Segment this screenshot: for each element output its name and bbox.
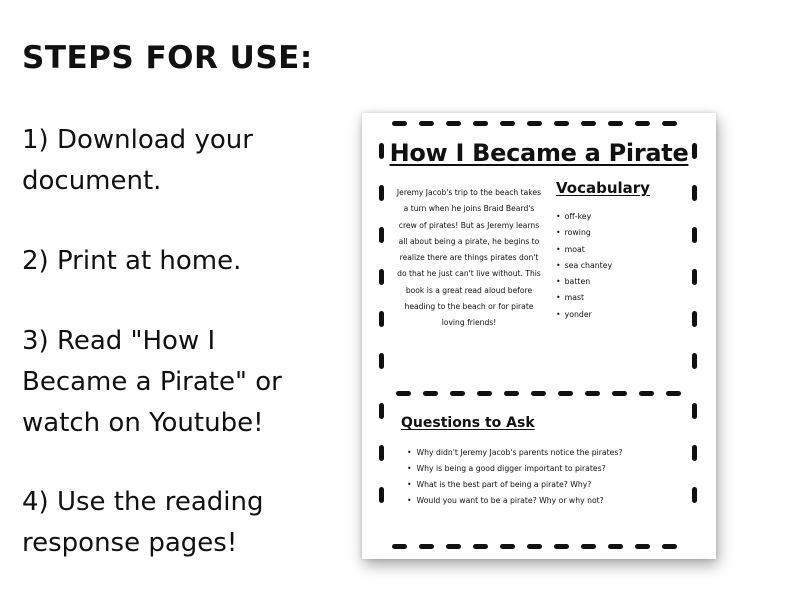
- vocabulary-heading: Vocabulary: [556, 179, 650, 197]
- vocabulary-list: [556, 209, 612, 323]
- border-bottom: [392, 544, 677, 549]
- vocabulary-word: • rowing: [556, 225, 612, 241]
- worksheet-page: [362, 113, 716, 559]
- book-summary: Jeremy Jacob's trip to the beach takes a turn when he joins Braid Beard's crew of pirates! But as Jeremy learns all about being a pirate, he begins to realize there are things pirates don't do that he just can't live without. This book is a great read aloud before heading to the beach or for pirate loving friends!: [396, 188, 542, 328]
- vocabulary-word: • sea chantey: [556, 258, 612, 274]
- vocabulary-word: • off-key: [556, 209, 612, 225]
- border-top: [392, 121, 677, 126]
- section-divider: [396, 391, 681, 396]
- vocabulary-word: • yonder: [556, 307, 612, 323]
- questions-list: [407, 445, 622, 509]
- questions-heading: Questions to Ask: [401, 415, 535, 431]
- worksheet-title: How I Became a Pirate: [389, 139, 689, 167]
- question-item: • What is the best part of being a pirate? Why?: [407, 477, 622, 493]
- step-print: 2) Print at home.: [22, 246, 242, 276]
- question-item: • Why is being a good digger important to pirates?: [407, 461, 622, 477]
- vocabulary-word: • mast: [556, 290, 612, 306]
- border-left: [379, 143, 384, 503]
- step-read: 3) Read "How I Became a Pirate" or watch on Youtube!: [22, 326, 282, 438]
- step-response-pages: 4) Use the reading response pages!: [22, 487, 264, 558]
- vocabulary-word: • batten: [556, 274, 612, 290]
- steps-heading: STEPS FOR USE:: [22, 40, 313, 76]
- question-item: • Would you want to be a pirate? Why or why not?: [407, 493, 622, 509]
- vocabulary-word: • moat: [556, 242, 612, 258]
- step-download: 1) Download your document.: [22, 125, 253, 196]
- border-right: [692, 143, 697, 503]
- question-item: • Why didn't Jeremy Jacob's parents notice the pirates?: [407, 445, 622, 461]
